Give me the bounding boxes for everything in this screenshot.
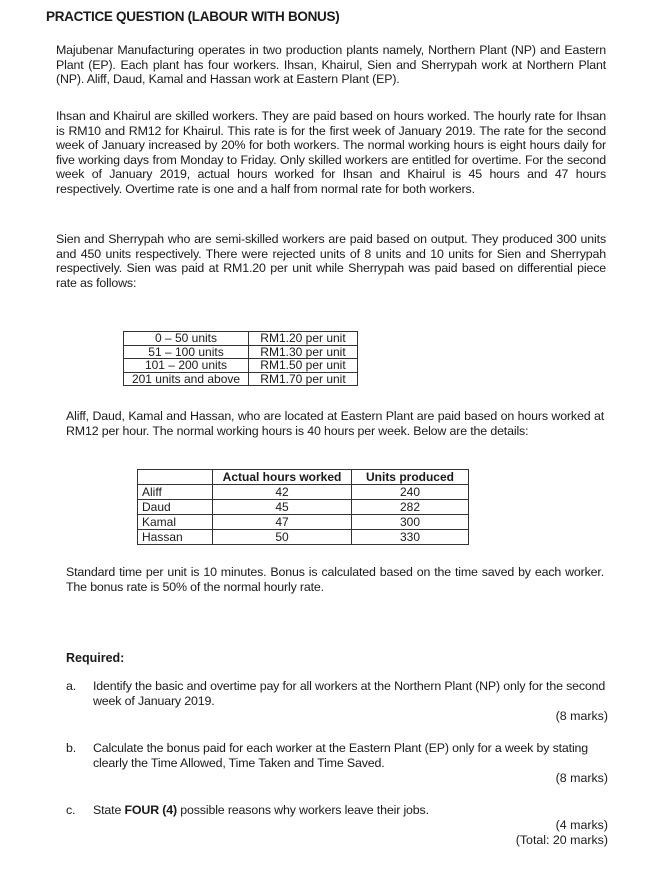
table-row xyxy=(138,530,469,545)
question-b-label: b. xyxy=(66,741,77,755)
question-c-marks: (4 marks) xyxy=(555,818,608,832)
eastern-plant-paragraph: Aliff, Daud, Kamal and Hassan, who are located at Eastern Plant are paid based on hours worked at RM12 per hour. The normal working hours is 40 hours per week. Below are the details: xyxy=(66,409,604,438)
worker-name-cell: Kamal xyxy=(138,515,213,530)
rate-band-cell: 101 – 200 units xyxy=(124,359,249,373)
question-a-marks: (8 marks) xyxy=(555,709,608,723)
semi-skilled-paragraph: Sien and Sherrypah who are semi-skilled workers are paid based on output. They produced 300 units and 450 units respectively. There were rejected units of 8 units and 10 units for Sien and Sherrypah respectively. Sien was paid at RM1.20 per unit while Sherrypah was paid based on differential piece rate as follows: xyxy=(56,232,606,290)
rate-value-cell: RM1.50 per unit xyxy=(249,359,358,373)
units-cell: 282 xyxy=(352,500,469,515)
question-a-text: Identify the basic and overtime pay for all workers at the Northern Plant (NP) only for the second week of January 2019. xyxy=(93,679,606,708)
rate-row xyxy=(124,345,358,359)
table-row xyxy=(138,515,469,530)
hours-cell: 45 xyxy=(213,500,352,515)
header-blank xyxy=(138,470,213,485)
header-actual-hours: Actual hours worked xyxy=(213,470,352,485)
rate-band-cell: 0 – 50 units xyxy=(124,332,249,346)
eastern-workers-table xyxy=(137,469,469,545)
table-header-row xyxy=(138,470,469,485)
units-cell: 330 xyxy=(352,530,469,545)
rate-row xyxy=(124,359,358,373)
question-c-text-before: State xyxy=(93,803,125,817)
question-a-label: a. xyxy=(66,679,77,693)
standard-time-paragraph: Standard time per unit is 10 minutes. Bonus is calculated based on the time saved by each worker. The bonus rate is 50% of the normal hourly rate. xyxy=(66,565,604,594)
table-row xyxy=(138,485,469,500)
question-c-label: c. xyxy=(66,803,76,817)
rate-value-cell: RM1.70 per unit xyxy=(249,372,358,386)
worker-name-cell: Daud xyxy=(138,500,213,515)
hours-cell: 42 xyxy=(213,485,352,500)
hours-cell: 47 xyxy=(213,515,352,530)
total-marks: (Total: 20 marks) xyxy=(515,833,608,847)
question-b-text: Calculate the bonus paid for each worker at the Eastern Plant (EP) only for a week by stating clearly the Time Allowed, Time Taken and Time Saved. xyxy=(93,741,589,770)
rate-row xyxy=(124,372,358,386)
required-heading: Required: xyxy=(66,651,125,665)
rate-row xyxy=(124,332,358,346)
rate-value-cell: RM1.30 per unit xyxy=(249,345,358,359)
hours-cell: 50 xyxy=(213,530,352,545)
question-b-marks: (8 marks) xyxy=(555,771,608,785)
table-row xyxy=(138,500,469,515)
rate-value-cell: RM1.20 per unit xyxy=(249,332,358,346)
question-c-bold: FOUR (4) xyxy=(124,803,177,817)
page-title: PRACTICE QUESTION (LABOUR WITH BONUS) xyxy=(46,9,340,24)
intro-paragraph: Majubenar Manufacturing operates in two production plants namely, Northern Plant (NP) and Eastern Plant (EP). Each plant has four workers. Ihsan, Khairul, Sien and Sherrypah work at Northern Plant (NP). Aliff, Daud, Kamal and Hassan work at Eastern Plant (EP). xyxy=(56,43,606,87)
rate-band-cell: 201 units and above xyxy=(124,372,249,386)
worker-name-cell: Aliff xyxy=(138,485,213,500)
worker-name-cell: Hassan xyxy=(138,530,213,545)
differential-rate-table xyxy=(123,331,358,386)
question-c-text-after: possible reasons why workers leave their jobs. xyxy=(176,803,429,817)
rate-band-cell: 51 – 100 units xyxy=(124,345,249,359)
units-cell: 240 xyxy=(352,485,469,500)
header-units-produced: Units produced xyxy=(352,470,469,485)
units-cell: 300 xyxy=(352,515,469,530)
skilled-workers-paragraph: Ihsan and Khairul are skilled workers. They are paid based on hours worked. The hourly rate for Ihsan is RM10 and RM12 for Khairul. This rate is for the first week of January 2019. The rate for the second week of January increased by 20% for both workers. The normal working hours is eight hours daily for five working days from Monday to Friday. Only skilled workers are entitled for overtime. For the second week of January 2019, actual hours worked for Ihsan and Khairul is 45 hours and 47 hours respectively. Overtime rate is one and a half from normal rate for both workers. xyxy=(56,109,606,196)
question-c-text xyxy=(93,803,612,818)
